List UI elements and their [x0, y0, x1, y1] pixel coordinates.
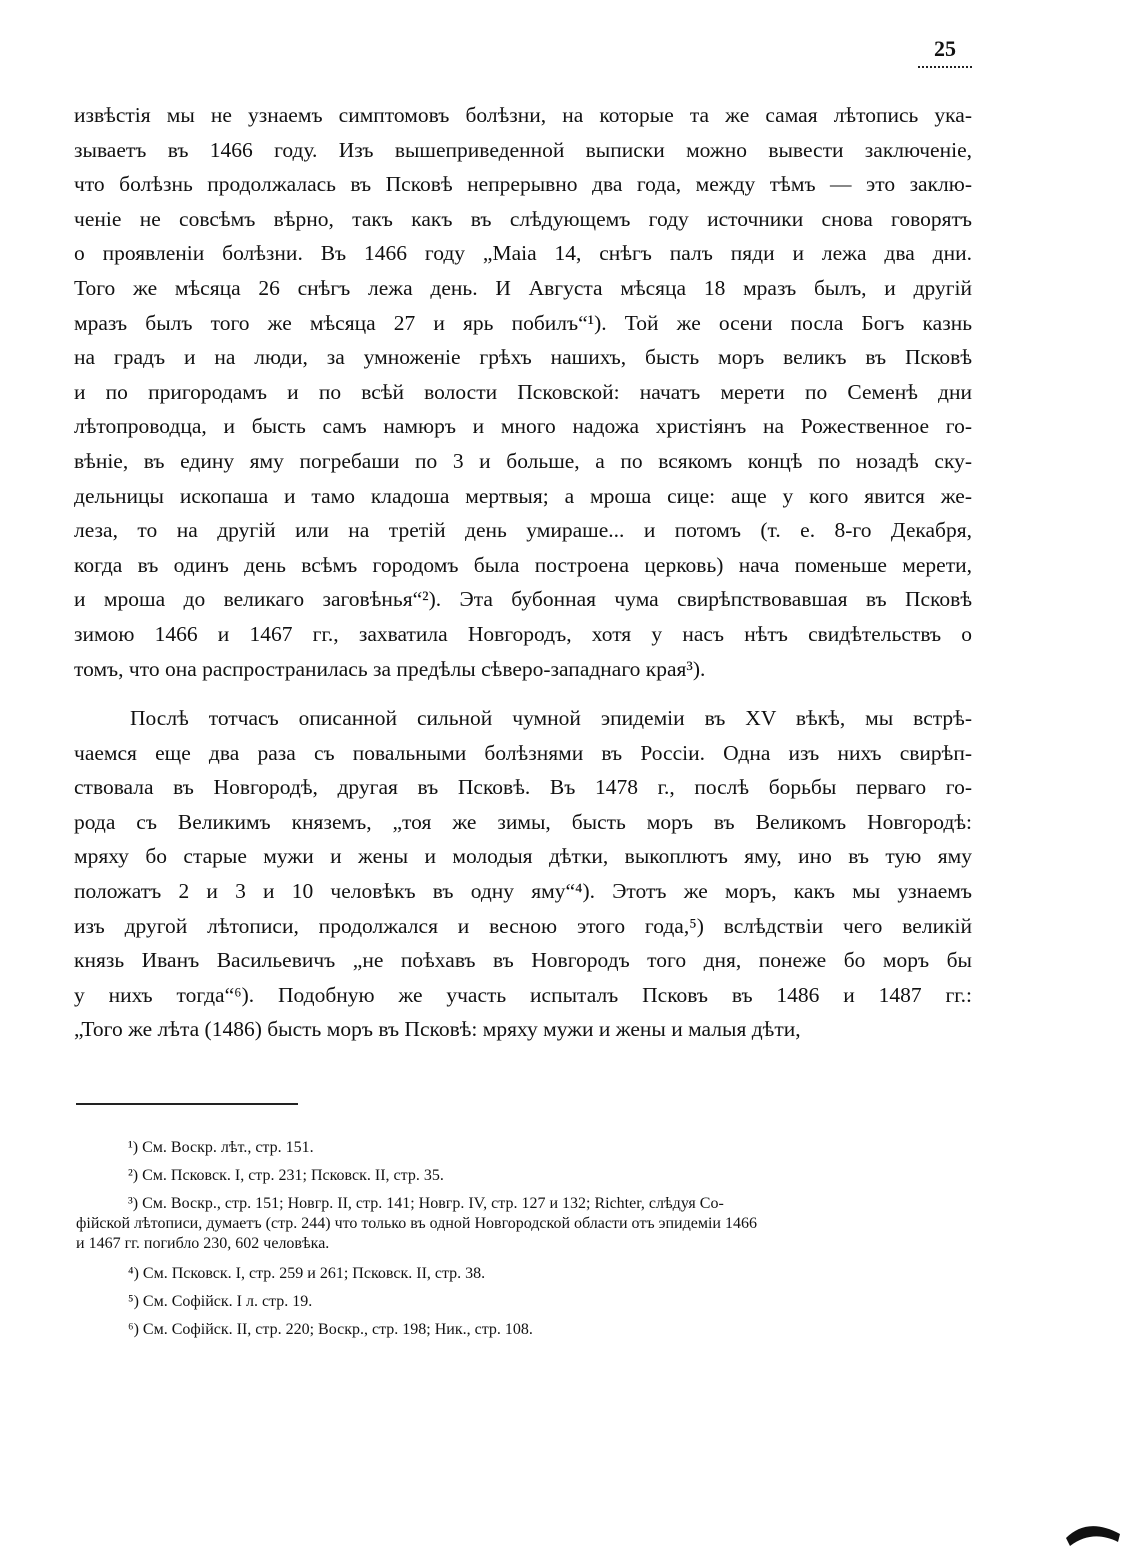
footnote-4: [76, 1264, 972, 1284]
footnote-line: ²) См. Псковск. I, стр. 231; Псковск. II, стр. 35.: [128, 1167, 444, 1184]
text-line: и мроша до великаго заговѣнья“²). Эта бубонная чума свирѣпствовавшая въ Псковѣ: [74, 587, 972, 612]
footnote-line: ⁴) См. Псковск. I, стр. 259 и 261; Псковск. II, стр. 38.: [128, 1265, 486, 1282]
footnote-5: [76, 1292, 972, 1312]
footnote-3: [76, 1194, 972, 1254]
footnote-line: ³) См. Воскр., стр. 151; Новгр. II, стр. 141; Новгр. IV, стр. 127 и 132; Richter, слѣдуя Со-: [128, 1195, 724, 1212]
body-text: [74, 98, 972, 1047]
footnote-1: [76, 1138, 972, 1158]
footnote-line: и 1467 гг. погибло 230, 602 человѣка.: [76, 1235, 330, 1252]
text-line: ченіе не совсѣмъ вѣрно, такъ какъ въ слѣдующемъ году источники снова говорятъ: [74, 206, 972, 231]
text-line: мряху бо старые мужи и жены и молодыя дѣтки, выкоплютъ яму, ино въ тую яму: [74, 844, 972, 869]
text-line: у нихъ тогда“⁶). Подобную же участь испыталъ Псковъ въ 1486 и 1487 гг.:: [74, 982, 972, 1007]
footnote-2: [76, 1166, 972, 1186]
text-line: извѣстія мы не узнаемъ симптомовъ болѣзни, на которые та же самая лѣтопись ука-: [74, 103, 972, 127]
text-line: о проявленіи болѣзни. Въ 1466 году „Маіа 14, снѣгъ палъ пяди и лежа два дни.: [74, 241, 972, 266]
text-line: зываетъ въ 1466 году. Изъ вышеприведенной выписки можно вывести заключеніе,: [74, 137, 972, 162]
text-line: лѣтопроводца, и бысть самъ намюръ и много надожа христіянъ на Рожественное го-: [74, 414, 972, 439]
text-line: Послѣ тотчасъ описанной сильной чумной эпидеміи въ XV вѣкѣ, мы встрѣ-: [130, 706, 972, 731]
paragraph-2: [74, 701, 972, 1047]
text-line: мразъ былъ того же мѣсяца 27 и ярь побилъ“¹). Той же осени посла Богъ казнь: [74, 310, 972, 335]
footnote-6: [76, 1320, 972, 1340]
pen-mark-scribble: [1062, 1516, 1126, 1556]
footnote-line: фійской лѣтописи, думаетъ (стр. 244) что только въ одной Новгородской области отъ эпидеміи 1466: [76, 1215, 757, 1232]
text-line: вѣніе, въ едину яму погребаши по 3 и больше, а по всякомъ концѣ по нозадѣ ску-: [74, 448, 972, 473]
text-line: рода съ Великимъ княземъ, „тоя же зимы, бысть моръ въ Великомъ Новгородѣ:: [74, 809, 972, 834]
text-line: князь Иванъ Васильевичъ „не поѣхавъ въ Новгородъ того дня, понеже бо моръ бы: [74, 948, 972, 973]
text-line: „Того же лѣта (1486) бысть моръ въ Псковѣ: мряху мужи и жены и малыя дѣти,: [74, 1017, 801, 1042]
text-line: томъ, что она распространилась за предѣлы сѣверо-западнаго края³).: [74, 656, 706, 681]
footnote-line: ⁶) См. Софійск. II, стр. 220; Воскр., стр. 198; Ник., стр. 108.: [128, 1321, 533, 1338]
text-line: чаемся еще два раза съ повальными болѣзнями въ Россіи. Одна изъ нихъ свирѣп-: [74, 740, 972, 765]
text-line: изъ другой лѣтописи, продолжался и весною этого года,⁵) вслѣдствіи чего великій: [74, 913, 972, 938]
page-number: 25: [918, 36, 972, 68]
text-line: на градъ и на люди, за умноженіе грѣхъ нашихъ, бысть моръ великъ въ Псковѣ: [74, 345, 972, 370]
text-line: положатъ 2 и 3 и 10 человѣкъ въ одну яму“⁴). Этотъ же моръ, какъ мы узнаемъ: [74, 879, 972, 904]
text-line: что болѣзнь продолжалась въ Псковѣ непрерывно два года, между тѣмъ — это заклю-: [74, 172, 972, 197]
text-line: Того же мѣсяца 26 снѣгъ лежа день. И Августа мѣсяца 18 мразъ былъ, и другій: [74, 275, 972, 300]
text-line: зимою 1466 и 1467 гг., захватила Новгородъ, хотя у насъ нѣтъ свидѣтельствъ о: [74, 621, 972, 646]
paragraph-1: [74, 98, 972, 686]
footnote-rule: [76, 1103, 298, 1105]
footnote-line: ⁵) См. Софійск. I л. стр. 19.: [128, 1293, 313, 1310]
footnote-line: ¹) См. Воскр. лѣт., стр. 151.: [128, 1139, 314, 1156]
text-line: и по пригородамъ и по всѣй волости Псковской: начатъ мерети по Семенѣ дни: [74, 379, 972, 404]
text-line: ствовала въ Новгородѣ, другая въ Псковѣ. Въ 1478 г., послѣ борьбы перваго го-: [74, 775, 972, 800]
text-line: дельницы ископаша и тамо кладоша мертвыя; а мроша сице: аще у кого явится же-: [74, 483, 972, 508]
footnotes: [76, 1138, 972, 1348]
text-line: леза, то на другій или на третій день умираше... и потомъ (т. е. 8-го Декабря,: [74, 518, 972, 543]
text-line: когда въ одинъ день всѣмъ городомъ была построена церковь) нача поменьше мерети,: [74, 552, 972, 577]
